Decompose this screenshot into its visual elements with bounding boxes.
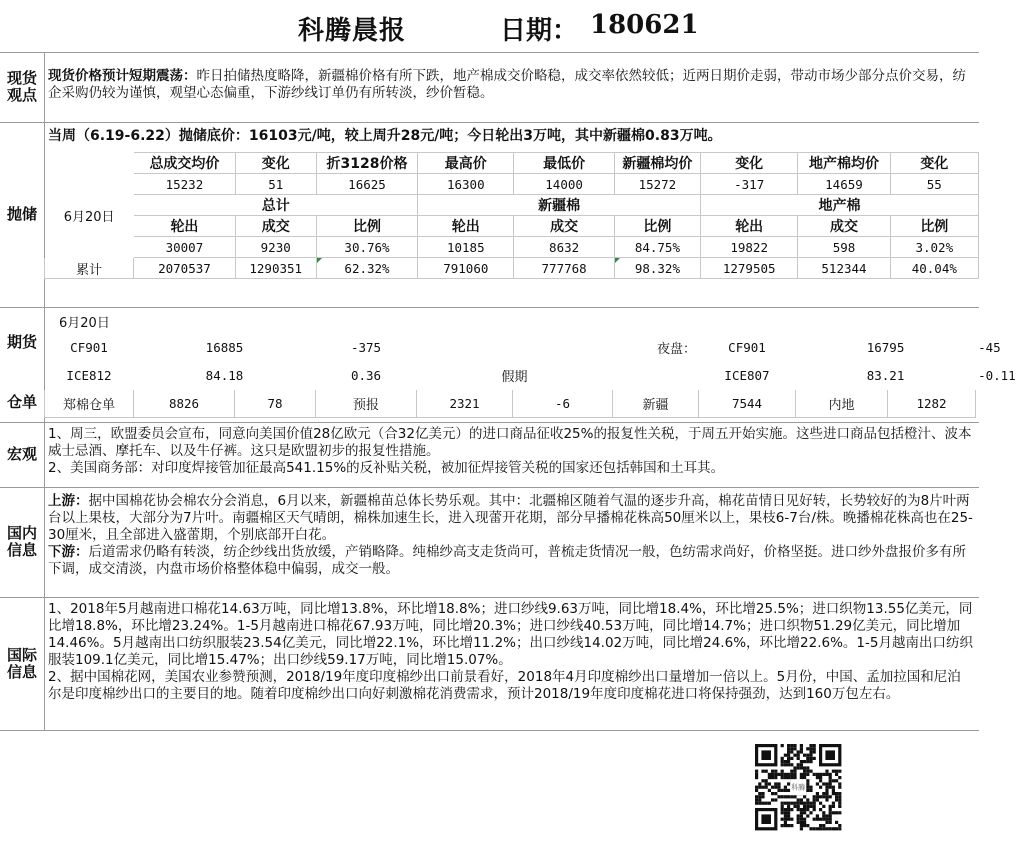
- table-cell: 2070537: [134, 258, 235, 279]
- contract-change: 0.36: [350, 368, 382, 383]
- section-label-futures: 期货: [6, 332, 37, 351]
- domestic-text: [48, 493, 974, 578]
- col-header: 比例: [614, 216, 700, 237]
- table-cell: 51: [235, 174, 316, 195]
- reserve-summary: 当周（6.19-6.22）抛储底价：16103元/吨，较上周升28元/吨；今日轮出3万吨，其中新疆棉0.83万吨。: [48, 128, 722, 144]
- reserve-date: 6月20日: [63, 210, 115, 225]
- futures-row: [45, 362, 979, 390]
- table-cell: 598: [798, 237, 890, 258]
- table-cell: 8826: [134, 390, 235, 418]
- contract-name: CF901: [728, 340, 766, 355]
- table-cell: 3.02%: [890, 237, 978, 258]
- table-cell: 2321: [417, 390, 513, 418]
- group-header-xinjiang: 新疆棉: [418, 195, 701, 216]
- col-header: 折3128价格: [316, 153, 417, 174]
- col-header: 总成交均价: [134, 153, 235, 174]
- divider-warehouse: [0, 422, 979, 423]
- spot-view-body: 昨日拍储热度略降，新疆棉价格有所下跌，地产棉成交价略稳，成交率依然较低；近两日期价走弱，带动市场少部分点价交易，纺企采购仍较为谨慎，观望心态偏重，下游纱线订单仍有所转淡，纱价暂稳。: [48, 68, 966, 101]
- table-cell: 8632: [514, 237, 614, 258]
- table-cell: -6: [513, 390, 613, 418]
- contract-change: -375: [350, 340, 382, 355]
- warehouse-name: 郑棉仓单: [45, 390, 134, 418]
- macro-paragraph: 1、周三，欧盟委员会宣布，同意向美国价值28亿欧元（合32亿美元）的进口商品征收25%的报复性关税，于周五开始实施。这些进口商品包括橙汁、波本威士忌酒、摩托车、以及牛仔裤。这只是欧盟初步的报复性措施。: [48, 426, 972, 459]
- table-cell: 1279505: [701, 258, 798, 279]
- futures-date-row: [45, 309, 979, 334]
- table-cell: 78: [235, 390, 316, 418]
- col-header: 比例: [890, 216, 978, 237]
- qr-code: [745, 742, 852, 832]
- cumulative-label: 累计: [45, 258, 134, 279]
- divider-spot: [0, 122, 979, 123]
- table-cell: 9230: [235, 237, 316, 258]
- col-header: 轮出: [701, 216, 798, 237]
- col-header: 新疆棉均价: [614, 153, 700, 174]
- col-header: 成交: [514, 216, 614, 237]
- table-cell: 15232: [134, 174, 235, 195]
- xinjiang-label: 新疆: [613, 390, 699, 418]
- futures-table: [44, 308, 1016, 418]
- table-cell: 30.76%: [316, 237, 417, 258]
- section-label-reserve: 抛储: [6, 205, 37, 223]
- report-title: 科腾晨报: [298, 16, 407, 46]
- table-cell: 62.32%: [316, 258, 417, 279]
- contract-change: -0.11: [978, 368, 1016, 383]
- reserve-table: [44, 152, 979, 279]
- night-session-label: 夜盘：: [656, 342, 696, 357]
- reserve-cumulative-row: [45, 258, 979, 279]
- divider-macro: [0, 487, 979, 488]
- section-label-spot: 现货观点: [6, 69, 37, 104]
- table-cell: 84.75%: [614, 237, 700, 258]
- reserve-daily-row: [45, 237, 979, 258]
- col-header: 最低价: [514, 153, 614, 174]
- col-header: 地产棉均价: [798, 153, 890, 174]
- group-header-local: 地产棉: [701, 195, 979, 216]
- reserve-price-value-row: [45, 174, 979, 195]
- section-label-warehouse: 仓单: [6, 392, 37, 411]
- date-value: 180621: [590, 10, 699, 40]
- table-cell: 512344: [798, 258, 890, 279]
- contract-name: ICE807: [724, 368, 770, 383]
- contract-price: 16885: [205, 340, 244, 355]
- col-header: 成交: [798, 216, 890, 237]
- col-header: 变化: [235, 153, 316, 174]
- table-cell: 1282: [888, 390, 976, 418]
- date-label: 日期：: [500, 16, 579, 46]
- futures-date: 6月20日: [59, 315, 110, 331]
- downstream-label: 下游：: [48, 544, 89, 560]
- intl-text: [48, 601, 974, 703]
- contract-name: ICE812: [66, 368, 112, 383]
- qr-caption: 科腾: [791, 783, 806, 792]
- table-cell: 7544: [699, 390, 796, 418]
- contract-change: -45: [978, 340, 1001, 355]
- table-cell: 791060: [418, 258, 514, 279]
- contract-price: 83.21: [866, 368, 905, 383]
- domestic-downstream: 下游：后道需求仍略有转淡，纺企纱线出货放缓，产销略降。纯棉纱高支走货尚可，普梳走货情况一般，色纺需求尚好，价格坚挺。进口纱外盘报价多有所下调，成交清淡，内盘市场价格整体稳中偏弱，成交一般。: [48, 544, 966, 577]
- table-cell: 19822: [701, 237, 798, 258]
- divider-intl: [0, 730, 979, 731]
- table-cell: 14659: [798, 174, 890, 195]
- group-header-total: 总计: [134, 195, 418, 216]
- futures-row: [45, 334, 979, 362]
- upstream-label: 上游：: [48, 493, 89, 509]
- table-cell: 14000: [514, 174, 614, 195]
- table-cell: -317: [701, 174, 798, 195]
- holiday-label: 假期: [501, 370, 528, 385]
- table-cell: 10185: [418, 237, 514, 258]
- spot-view-lead: 现货价格预计短期震荡：: [48, 68, 197, 84]
- report-header: [0, 0, 979, 53]
- qr-code-icon: [745, 742, 852, 832]
- table-cell: 777768: [514, 258, 614, 279]
- macro-text: [48, 426, 974, 477]
- table-cell: 40.04%: [890, 258, 978, 279]
- section-label-domestic: 国内信息: [6, 524, 37, 559]
- domestic-upstream: 上游：据中国棉花协会棉农分会消息，6月以来，新疆棉苗总体长势乐观。其中：北疆棉区随着气温的逐步升高，棉花苗情日见好转，长势较好的为8片叶两台以上果枝，大部分为7片叶。南疆棉区天气晴朗，棉株加速生长，进入现蕾开花期，部分早播棉花株高50厘米以上，果枝6-7台/株。晚播棉花株高也在25-30厘米，且全部进入盛蕾期，个别底部开白花。: [48, 493, 973, 543]
- contract-price: 84.18: [205, 368, 244, 383]
- col-header: 轮出: [134, 216, 235, 237]
- intl-paragraph: 2、据中国棉花网，美国农业参赞预测，2018/19年度印度棉纱出口前景看好，2018年4月印度棉纱出口量增加一倍以上。5月份，中国、孟加拉国和尼泊尔是印度棉纱出口的主要目的地。随着印度棉纱出口向好刺激棉花消费需求，预计2018/19年度印度棉花进口将保持强劲，达到160万包左右。: [48, 669, 961, 702]
- section-label-macro: 宏观: [6, 445, 37, 463]
- col-header: 比例: [316, 216, 417, 237]
- table-cell: 55: [890, 174, 978, 195]
- table-cell: 16625: [316, 174, 417, 195]
- forecast-label: 预报: [316, 390, 417, 418]
- col-header: 成交: [235, 216, 316, 237]
- table-cell: 1290351: [235, 258, 316, 279]
- col-header: 最高价: [418, 153, 514, 174]
- col-header: 变化: [701, 153, 798, 174]
- reserve-group-row: [45, 195, 979, 216]
- contract-price: 16795: [866, 340, 905, 355]
- contract-name: CF901: [70, 340, 108, 355]
- table-cell: 30007: [134, 237, 235, 258]
- reserve-sub-header-row: [45, 216, 979, 237]
- col-header: 轮出: [418, 216, 514, 237]
- intl-paragraph: 1、2018年5月越南进口棉花14.63万吨，同比增13.8%，环比增18.8%；进口纱线9.63万吨，同比增18.4%，环比增25.5%；进口织物13.55亿美元，同比增18.8%，环比增23.24%。1-5月越南进口棉花67.93万吨，同比增20.3%；进口纱线40.53万吨，同比增14.7%；进口织物51.29亿美元，同比增加14.46%。5月越南出口纺织服装23.54亿美元，同比增22.1%，环比增11.2%；出口纱线14.02万吨，同比增24.6%，环比增22.6%。1-5月越南出口纺织服装109.1亿美元，同比增15.47%；出口纱线59.17万吨，同比增15.07%。: [48, 601, 973, 668]
- inland-label: 内地: [796, 390, 888, 418]
- table-cell: 98.32%: [614, 258, 700, 279]
- warehouse-row: [45, 390, 979, 418]
- section-label-intl: 国际信息: [6, 645, 37, 681]
- macro-paragraph: 2、美国商务部：对印度焊接管加征最高541.15%的反补贴关税，被加征焊接管关税的国家还包括韩国和土耳其。: [48, 460, 725, 476]
- table-cell: 16300: [418, 174, 514, 195]
- reserve-price-header-row: [45, 153, 979, 174]
- col-header: 变化: [890, 153, 978, 174]
- divider-domestic: [0, 597, 979, 598]
- spot-view-text: [48, 68, 974, 102]
- table-cell: 15272: [614, 174, 700, 195]
